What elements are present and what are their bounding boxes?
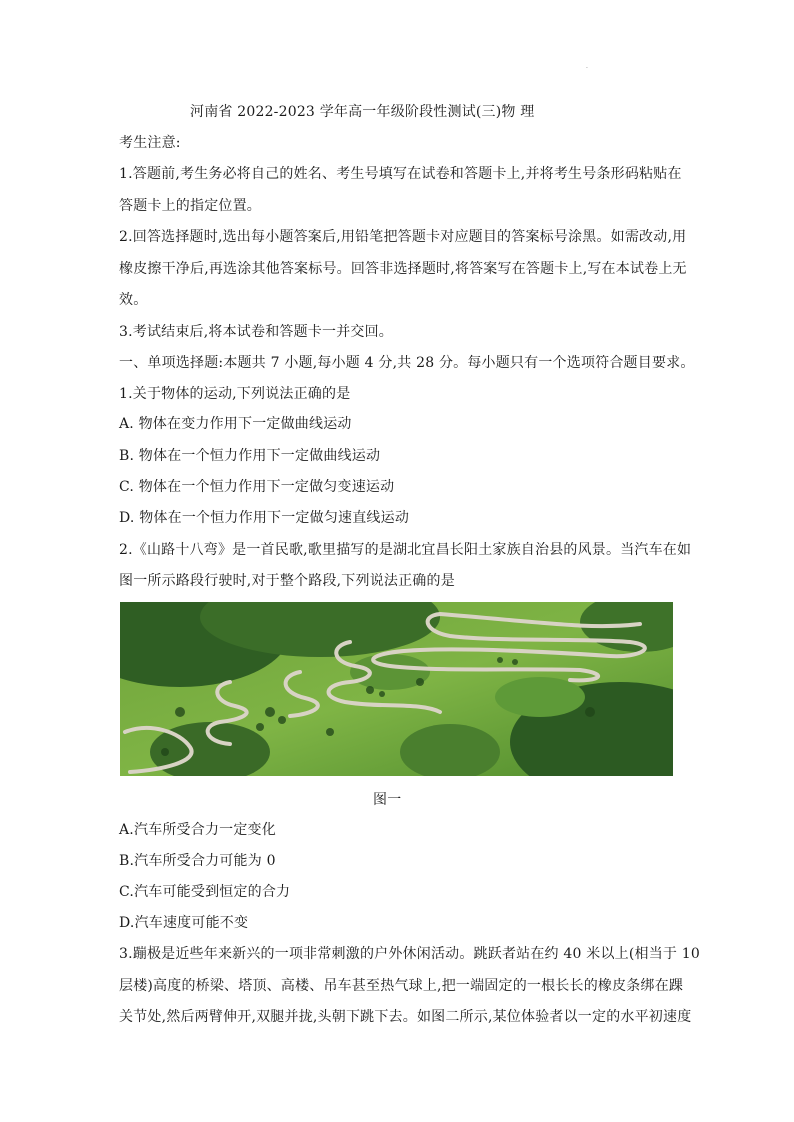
question-3-stem: 层楼)高度的桥梁、塔顶、高楼、吊车甚至热气球上,把一端固定的一根长长的橡皮条绑在踝 (119, 978, 684, 994)
notice-heading: 考生注意: (119, 135, 181, 151)
question-1-option-c: C. 物体在一个恒力作用下一定做匀变速运动 (119, 479, 395, 495)
notice-line: 3.考试结束后,将本试卷和答题卡一并交回。 (119, 324, 394, 340)
question-2-option-a: A.汽车所受合力一定变化 (119, 822, 276, 838)
notice-line: 1.答题前,考生务必将自己的姓名、考生号填写在试卷和答题卡上,并将考生号条形码粘贴在 (119, 166, 682, 182)
corner-mark: . (586, 63, 588, 70)
exam-title: 河南省 2022-2023 学年高一年级阶段性测试(三)物 理 (190, 104, 535, 120)
question-2-stem: 2.《山路十八弯》是一首民歌,歌里描写的是湖北宜昌长阳土家族自治县的风景。当汽车在如 (119, 542, 692, 558)
notice-line: 效。 (119, 292, 148, 308)
figure-caption: 图一 (373, 792, 402, 808)
question-1-stem: 1.关于物体的运动,下列说法正确的是 (119, 386, 351, 402)
question-2-stem: 图一所示路段行驶时,对于整个路段,下列说法正确的是 (119, 573, 455, 589)
question-3-stem: 3.蹦极是近些年来新兴的一项非常刺激的户外休闲活动。跳跃者站在约 40 米以上(相当于 10 (119, 946, 700, 962)
question-1-option-a: A. 物体在变力作用下一定做曲线运动 (119, 416, 352, 432)
notice-line: 橡皮擦干净后,再选涂其他答案标号。回答非选择题时,将答案写在答题卡上,写在本试卷上无 (119, 261, 687, 277)
section-heading: 一、单项选择题:本题共 7 小题,每小题 4 分,共 28 分。每小题只有一个选项符合题目要求。 (119, 355, 695, 371)
winding-mountain-road-photo (120, 602, 673, 776)
question-3-stem: 关节处,然后两臂伸开,双腿并拢,头朝下跳下去。如图二所示,某位体验者以一定的水平初速度 (119, 1009, 692, 1025)
question-2-option-b: B.汽车所受合力可能为 0 (119, 853, 276, 869)
question-2-option-d: D.汽车速度可能不变 (119, 915, 249, 931)
notice-line: 2.回答选择题时,选出每小题答案后,用铅笔把答题卡对应题目的答案标号涂黑。如需改动,用 (119, 229, 687, 245)
notice-line: 答题卡上的指定位置。 (119, 198, 261, 214)
question-1-option-d: D. 物体在一个恒力作用下一定做匀速直线运动 (119, 510, 410, 526)
question-2-option-c: C.汽车可能受到恒定的合力 (119, 884, 291, 900)
question-1-option-b: B. 物体在一个恒力作用下一定做曲线运动 (119, 448, 381, 464)
